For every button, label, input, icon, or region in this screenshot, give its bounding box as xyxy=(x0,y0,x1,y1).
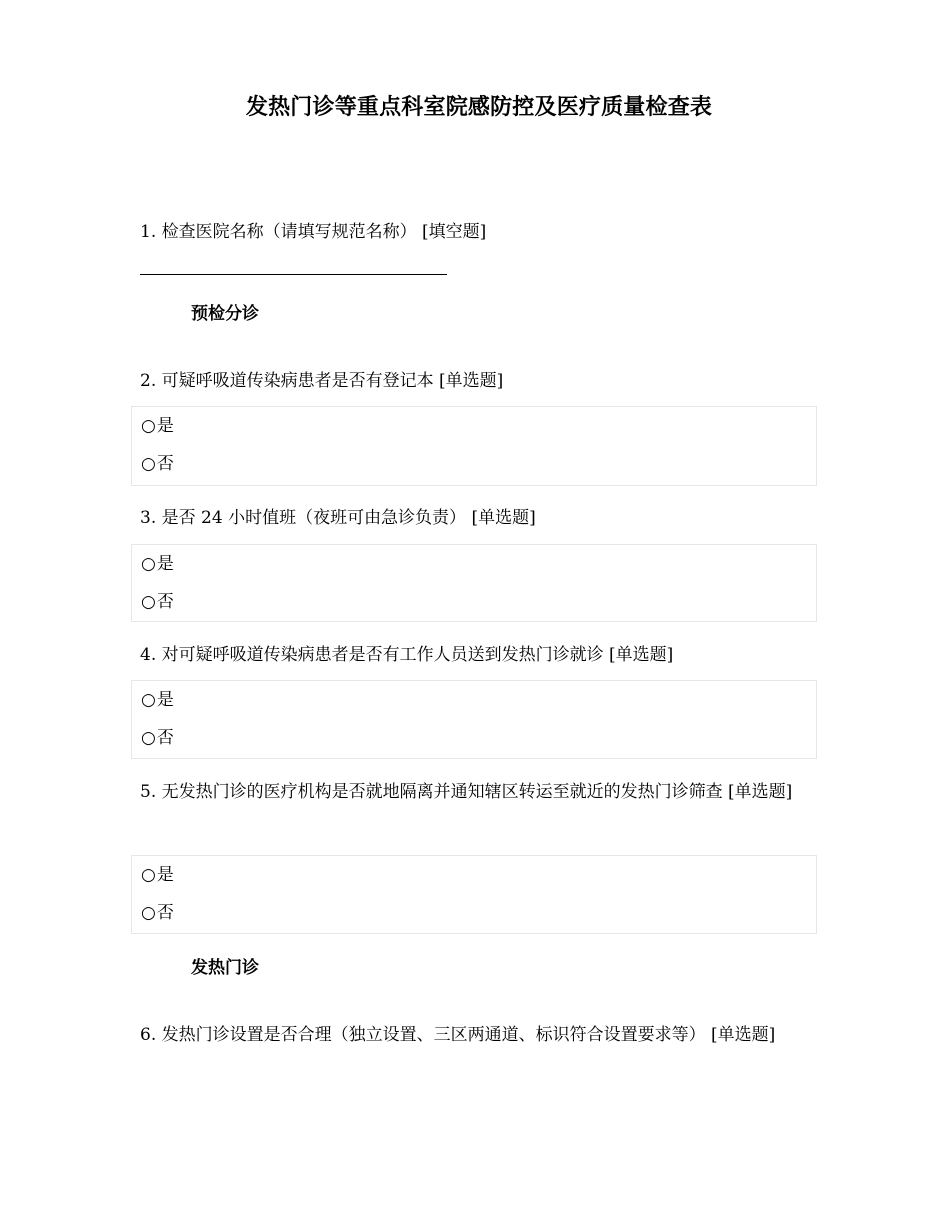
radio-option[interactable] xyxy=(132,894,816,932)
page-title: 发热门诊等重点科室院感防控及医疗质量检查表 xyxy=(245,95,713,120)
question-4-options xyxy=(131,680,817,759)
question-5-options xyxy=(131,855,817,934)
section-heading-fever-clinic: 发热门诊 xyxy=(191,958,259,978)
option-label: 是 xyxy=(156,690,174,710)
option-label: 是 xyxy=(156,865,174,885)
radio-circle-icon: ○ xyxy=(141,554,156,574)
radio-option[interactable] xyxy=(132,856,816,894)
question-1-answer-blank[interactable] xyxy=(140,274,447,275)
radio-circle-icon: ○ xyxy=(141,728,156,748)
question-3-options xyxy=(131,544,817,622)
radio-option[interactable] xyxy=(132,545,816,583)
question-6-text: 6. 发热门诊设置是否合理（独立设置、三区两通道、标识符合设置要求等） [单选题] xyxy=(140,1025,776,1045)
option-label: 是 xyxy=(156,554,174,574)
radio-circle-icon: ○ xyxy=(141,903,156,923)
option-label: 否 xyxy=(156,454,174,474)
radio-option[interactable] xyxy=(132,445,816,483)
question-4-text: 4. 对可疑呼吸道传染病患者是否有工作人员送到发热门诊就诊 [单选题] xyxy=(140,645,674,665)
radio-circle-icon: ○ xyxy=(141,690,156,710)
question-2-options xyxy=(131,406,817,486)
question-3-text: 3. 是否 24 小时值班（夜班可由急诊负责） [单选题] xyxy=(140,508,536,528)
question-2-text: 2. 可疑呼吸道传染病患者是否有登记本 [单选题] xyxy=(140,371,504,391)
option-label: 否 xyxy=(156,728,174,748)
question-5-text: 5. 无发热门诊的医疗机构是否就地隔离并通知辖区转运至就近的发热门诊筛查 [单选题] xyxy=(140,782,793,802)
radio-option[interactable] xyxy=(132,407,816,445)
radio-circle-icon: ○ xyxy=(141,592,156,612)
radio-circle-icon: ○ xyxy=(141,865,156,885)
question-1-text: 1. 检查医院名称（请填写规范名称） [填空题] xyxy=(140,222,487,242)
radio-circle-icon: ○ xyxy=(141,416,156,436)
radio-circle-icon: ○ xyxy=(141,454,156,474)
option-label: 否 xyxy=(156,903,174,923)
option-label: 是 xyxy=(156,416,174,436)
radio-option[interactable] xyxy=(132,583,816,621)
radio-option[interactable] xyxy=(132,681,816,719)
radio-option[interactable] xyxy=(132,719,816,757)
section-heading-triage: 预检分诊 xyxy=(191,304,259,324)
option-label: 否 xyxy=(156,592,174,612)
